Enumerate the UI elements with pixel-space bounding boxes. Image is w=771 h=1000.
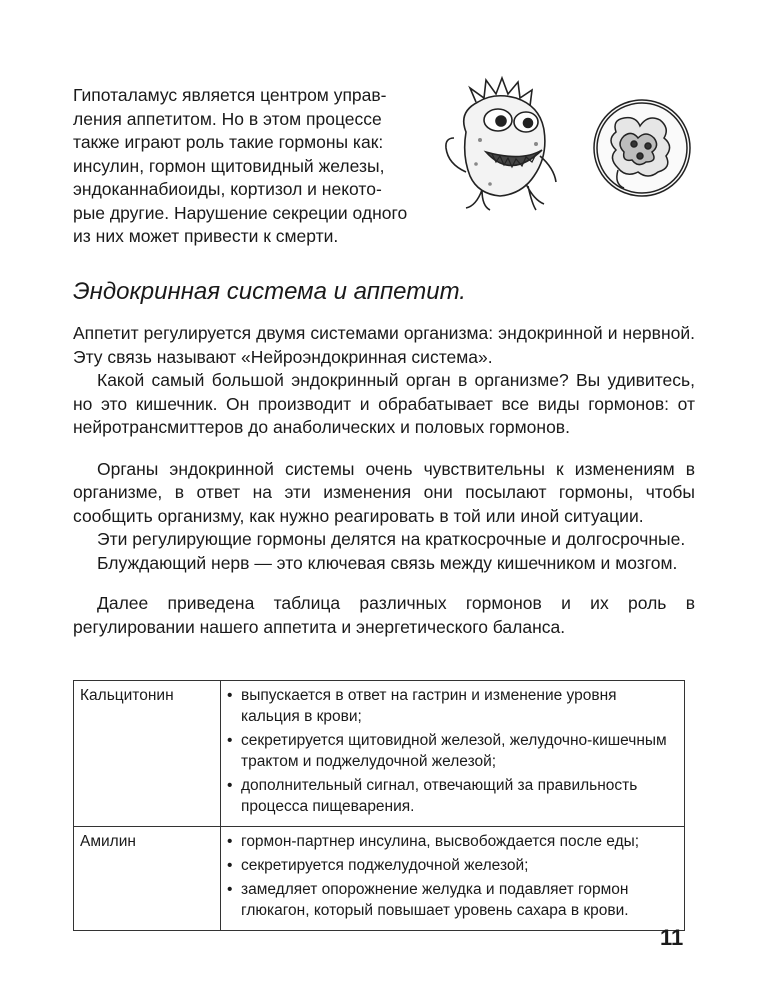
intro-line: эндоканнабиоиды, кортизол и некото-	[73, 179, 382, 199]
list-item: • дополнительный сигнал, отвечающий за правильность процесса пищеварения.	[227, 775, 678, 817]
hormone-description	[221, 681, 685, 827]
intro-paragraph	[73, 84, 425, 249]
intro-line: ления аппетитом. Но в этом процессе	[73, 108, 382, 129]
list-item: • секретируется щитовидной железой, желудочно-кишечным трактом и поджелудочной железой;	[227, 730, 678, 772]
section-heading: Эндокринная система и аппетит.	[73, 278, 466, 305]
paragraph: Органы эндокринной системы очень чувствительны к изменениям в организме, в ответ на эти изменения они посылают гормоны, чтобы сообщить организму, как нужно реагировать в той или иной ситуации.	[73, 458, 695, 526]
paragraph: Эти регулирующие гормоны делятся на краткосрочные и долгосрочные.	[97, 529, 686, 549]
list-item: • гормон-партнер инсулина, высвобождается после еды;	[227, 831, 678, 852]
list-item: • замедляет опорожнение желудка и подавляет гормон глюкагон, который повышает уровень сахара в крови.	[227, 879, 678, 921]
intro-line: Гипоталамус является центром управ-	[73, 85, 387, 105]
table-row	[74, 681, 685, 827]
hormone-table	[73, 680, 685, 931]
intro-line: также играют роль такие гормоны как:	[73, 132, 384, 152]
illustration	[436, 72, 698, 222]
list-item: • секретируется поджелудочной железой;	[227, 855, 678, 876]
intestine-circle-icon	[594, 100, 690, 196]
list-item: • выпускается в ответ на гастрин и изменение уровня кальция в крови;	[227, 685, 678, 727]
hormone-name: Кальцитонин	[74, 681, 221, 827]
paragraph: Какой самый большой эндокринный орган в организме? Вы удивитесь, но это кишечник. Он производит и обрабатывает все виды гормонов: от нейротрансмиттеров до анаболических и половых гормонов.	[73, 370, 695, 437]
intro-line: рые другие. Нарушение секреции одного	[73, 202, 408, 223]
paragraph: Аппетит регулируется двумя системами организма: эндокринной и нервной. Эту связь называют «Нейроэндокринная система».	[73, 323, 695, 367]
intro-line: из них может привести к смерти.	[73, 226, 339, 246]
paragraph: Далее приведена таблица различных гормонов и их роль в регулировании нашего аппетита и энергетического баланса.	[73, 593, 695, 637]
table-row	[74, 827, 685, 931]
body-text	[73, 322, 695, 639]
paragraph: Блуждающий нерв — это ключевая связь между кишечником и мозгом.	[97, 552, 678, 573]
page-number: 11	[660, 925, 684, 950]
hormone-name: Амилин	[74, 827, 221, 931]
hormone-description	[221, 827, 685, 931]
intro-line: инсулин, гормон щитовидный железы,	[73, 155, 385, 176]
frog-creature-icon	[446, 78, 556, 210]
